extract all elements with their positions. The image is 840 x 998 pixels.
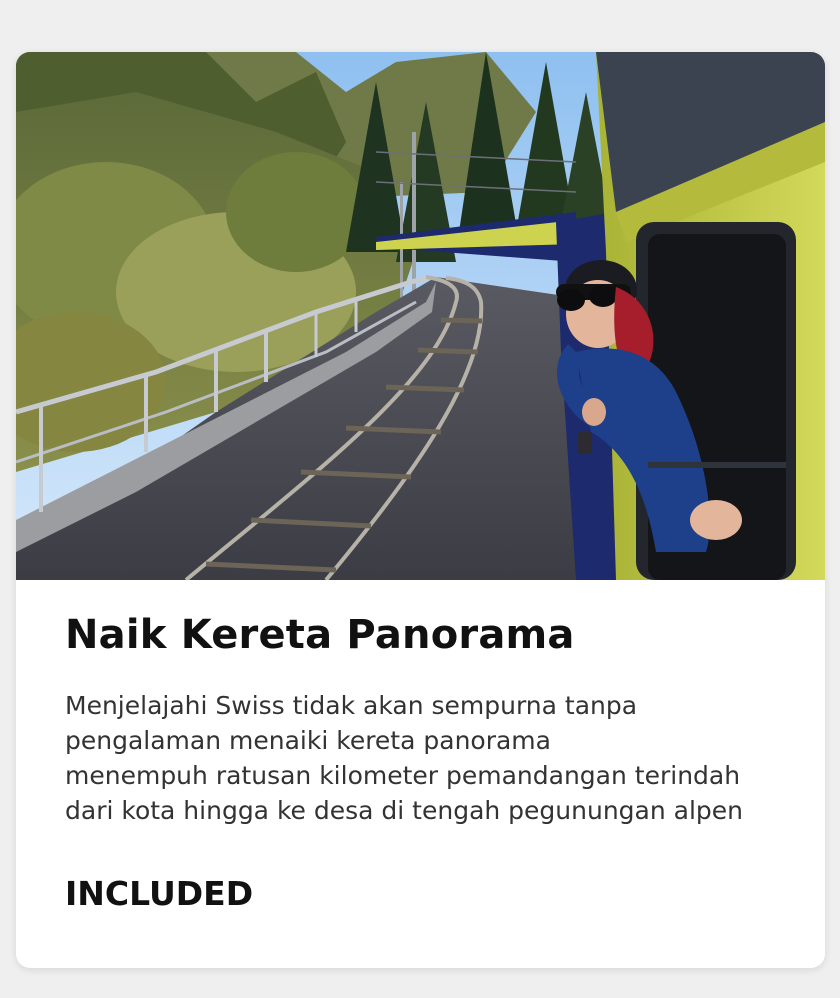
card-photo <box>16 52 825 580</box>
activity-card[interactable] <box>16 52 825 968</box>
description-line: menempuh ratusan kilometer pemandangan terindah <box>65 761 741 790</box>
included-status-label: INCLUDED <box>65 874 254 913</box>
description-line: pengalaman menaiki kereta panorama <box>65 726 551 755</box>
card-title: Naik Kereta Panorama <box>65 612 575 658</box>
card-description <box>65 688 795 828</box>
description-line: Menjelajahi Swiss tidak akan sempurna tanpa <box>65 691 638 720</box>
description-line: dari kota hingga ke desa di tengah pegunungan alpen <box>65 796 744 825</box>
